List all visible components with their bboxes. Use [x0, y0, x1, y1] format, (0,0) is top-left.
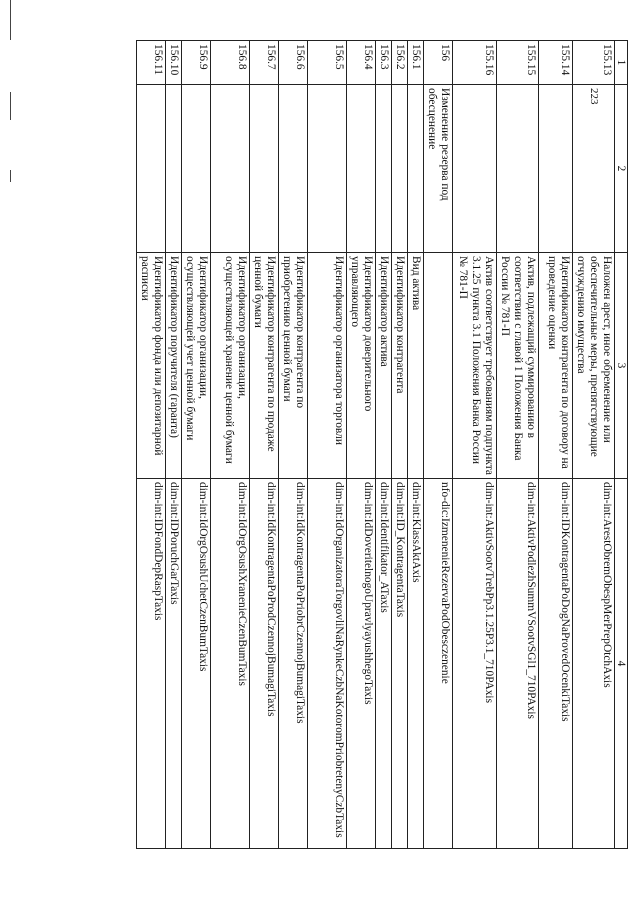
row-name — [453, 85, 497, 253]
row-name — [279, 85, 308, 253]
row-number: 156.7 — [250, 41, 279, 85]
table-body — [137, 41, 615, 849]
row-name — [539, 85, 573, 253]
row-number: 156.2 — [392, 41, 408, 85]
row-name — [376, 85, 392, 253]
row-description: Идентификатор актива — [376, 253, 392, 479]
data-table — [136, 40, 628, 849]
table-row — [392, 41, 408, 849]
row-code: dim-int:IdDoveritelnogoUpravlyayushhegoTaxis — [347, 479, 376, 849]
table-row — [408, 41, 424, 849]
row-code: nfo-dic:IzmenenieRezervaPodObesczenenie — [424, 479, 453, 849]
table-row — [376, 41, 392, 849]
row-number: 156 — [424, 41, 453, 85]
table-header-row — [615, 41, 628, 849]
table-row — [497, 41, 539, 849]
page-number: 223 — [588, 88, 600, 105]
row-code: dim-int:KlassAktAxis — [408, 479, 424, 849]
table-row — [250, 41, 279, 849]
row-code: dim-int:Identifikator_ATaxis — [376, 479, 392, 849]
row-code: dim-int:ID_KontragentaTaxis — [392, 479, 408, 849]
row-number: 156.10 — [166, 41, 182, 85]
row-number: 155.13 — [573, 41, 615, 85]
row-code: dim-int:IdOrgOsushUchetCzenBumTaxis — [182, 479, 211, 849]
row-number: 156.6 — [279, 41, 308, 85]
row-number: 155.14 — [539, 41, 573, 85]
row-code: dim-int:AktivSootvTrebPp3.1.25P3.1_710PAxis — [453, 479, 497, 849]
row-description: Идентификатор контрагента по приобретению ценной бумаги — [279, 253, 308, 479]
table-row — [347, 41, 376, 849]
row-description: Идентификатор организатора торговли — [308, 253, 347, 479]
row-name — [497, 85, 539, 253]
row-code: dim-int:IdKontragentaPoPriobrCzennojBumagiTaxis — [279, 479, 308, 849]
row-description: Идентификатор доверительного управляющего — [347, 253, 376, 479]
row-description: Идентификатор контрагента по продаже ценной бумаги — [250, 253, 279, 479]
row-description: Идентификатор контрагента по договору на проведение оценки — [539, 253, 573, 479]
row-number: 156.8 — [211, 41, 250, 85]
row-number: 156.5 — [308, 41, 347, 85]
table-row — [453, 41, 497, 849]
row-description: Идентификатор контрагента — [392, 253, 408, 479]
column-header-2: 2 — [615, 85, 628, 253]
row-code: dim-int:IDPoruchGarTaxis — [166, 479, 182, 849]
row-description: Идентификатор организации, осуществляющей учет ценной бумаги — [182, 253, 211, 479]
table-row — [539, 41, 573, 849]
row-code: dim-int:IdKontragentaPoProdCzennojBumagiTaxis — [250, 479, 279, 849]
row-name — [573, 85, 615, 253]
table-row — [137, 41, 166, 849]
row-description — [424, 253, 453, 479]
row-number: 156.1 — [408, 41, 424, 85]
row-code: dim-int:IDKontragentaPoDogNaProvedOcenkiTaxis — [539, 479, 573, 849]
row-name — [408, 85, 424, 253]
table-row — [573, 41, 615, 849]
row-name: Изменение резерва под обесценение — [424, 85, 453, 253]
table-row — [182, 41, 211, 849]
row-code: dim-int:IDFondDepRaspTaxis — [137, 479, 166, 849]
column-header-4: 4 — [615, 479, 628, 849]
row-name — [137, 85, 166, 253]
row-name — [211, 85, 250, 253]
margin-line-mid — [10, 92, 11, 120]
row-description: Идентификатор организации, осуществляющей хранение ценной бумаги — [211, 253, 250, 479]
rotated-table-container — [68, 40, 628, 848]
table-row — [211, 41, 250, 849]
row-name — [308, 85, 347, 253]
row-code: dim-int:ArestObremObespMerPrepOtchAxis — [573, 479, 615, 849]
row-number: 155.15 — [497, 41, 539, 85]
row-description: Идентификатор поручителя (гаранта) — [166, 253, 182, 479]
table-row — [308, 41, 347, 849]
table-row — [279, 41, 308, 849]
row-name — [182, 85, 211, 253]
row-number: 156.4 — [347, 41, 376, 85]
column-header-3: 3 — [615, 253, 628, 479]
margin-line-top — [10, 0, 11, 40]
row-number: 156.3 — [376, 41, 392, 85]
row-number: 156.11 — [137, 41, 166, 85]
table-row — [166, 41, 182, 849]
row-number: 156.9 — [182, 41, 211, 85]
row-code: dim-int:AktivPodlezhSummVSootvSGl1_710PAxis — [497, 479, 539, 849]
row-description: Актив, подлежащий суммированию в соответствии с главой 1 Положения Банка России № 781-П — [497, 253, 539, 479]
row-code: dim-int:IdOrgOsushXranenieCzenBumTaxis — [211, 479, 250, 849]
row-name — [250, 85, 279, 253]
row-code: dim-int:IdOrganizatoraTorgovliNaRynkeCzbNaKotoromPriobretenyCzbTaxis — [308, 479, 347, 849]
row-name — [347, 85, 376, 253]
margin-line-mark — [10, 170, 11, 182]
row-name — [166, 85, 182, 253]
row-description: Идентификатор фонда или депозитарной расписки — [137, 253, 166, 479]
row-name — [392, 85, 408, 253]
table-row — [424, 41, 453, 849]
row-description: Вид актива — [408, 253, 424, 479]
row-number: 155.16 — [453, 41, 497, 85]
row-description: Наложен арест, иное обременение или обеспечительные меры, препятствующие отчуждению имущества — [573, 253, 615, 479]
column-header-1: 1 — [615, 41, 628, 85]
row-description: Актив соответствует требованиям подпункта 3.1.25 пункта 3.1 Положения Банка России № 781-П — [453, 253, 497, 479]
